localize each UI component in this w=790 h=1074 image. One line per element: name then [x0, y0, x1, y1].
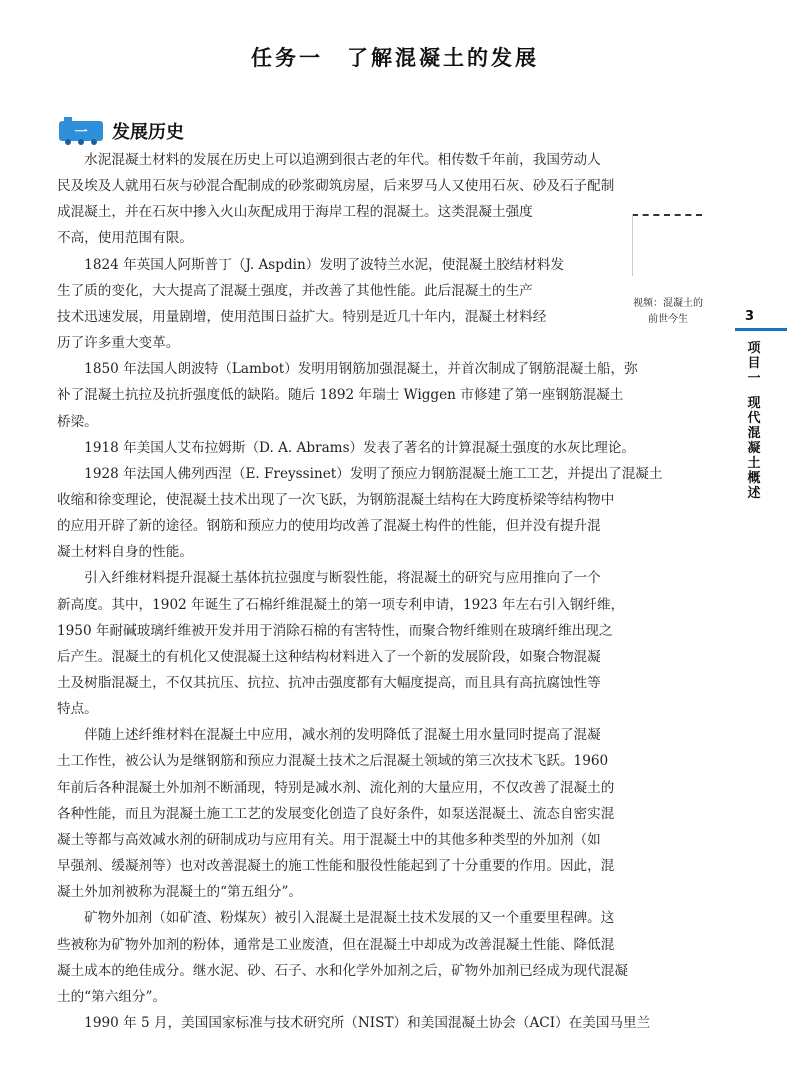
text-line: 引入纤维材料提升混凝土基体抗拉强度与断裂性能，将混凝土的研究与应用推向了一个	[57, 570, 601, 587]
text-line: 收缩和徐变理论，使混凝土技术出现了一次飞跃，为钢筋混凝土结构在大跨度桥梁等结构物中	[57, 491, 615, 508]
text-line: 成混凝土，并在石灰中掺入火山灰配成用于海岸工程的混凝土。这类混凝土强度	[57, 204, 533, 221]
qr-side-border	[632, 214, 633, 276]
text-line: 1918 年美国人艾布拉姆斯（D. A. Abrams）发表了著名的计算混凝土强度的水灰比理论。	[57, 439, 636, 456]
text-line: 各种性能，而且为混凝土施工工艺的发展变化创造了良好条件，如泵送混凝土、流态自密实混	[57, 805, 615, 822]
side-tab-char: 项	[747, 341, 761, 356]
side-tab-char: 述	[747, 486, 761, 501]
text-line: 新高度。其中，1902 年诞生了石棉纤维混凝土的第一项专利申请，1923 年左右引入钢纤维，	[57, 596, 625, 613]
text-line: 凝土外加剂被称为混凝土的“第五组分”。	[57, 884, 302, 901]
text-line: 1950 年耐碱玻璃纤维被开发并用于消除石棉的有害特性，而聚合物纤维则在玻璃纤维出现之	[57, 622, 613, 639]
text-line: 凝土等都与高效减水剂的研制成功与应用有关。用于混凝土中的其他多种类型的外加剂（如	[57, 831, 601, 848]
text-line: 些被称为矿物外加剂的粉体，通常是工业废渣，但在混凝土中却成为改善混凝土性能、降低混	[57, 936, 615, 953]
text-line: 1824 年英国人阿斯普丁（J. Aspdin）发明了波特兰水泥，使混凝土胶结材料发	[57, 256, 565, 273]
video-caption-line2: 前世今生	[648, 314, 688, 325]
side-tab-char: 现	[747, 396, 761, 411]
side-tab-char: 代	[747, 411, 761, 426]
side-tab-char: 目	[747, 356, 761, 371]
text-line: 技术迅速发展，用量剧增，使用范围日益扩大。特别是近几十年内，混凝土材料经	[57, 308, 547, 325]
side-tab-char: 概	[747, 471, 761, 486]
text-line: 1928 年法国人佛列西涅（E. Freyssinet）发明了预应力钢筋混凝土施工工艺，并提出了混凝土	[57, 465, 663, 482]
section-number: 一	[74, 125, 88, 140]
side-tab-char: 混	[747, 426, 761, 441]
video-caption	[628, 296, 708, 328]
side-tab-char: 凝	[747, 441, 761, 456]
qr-dashed-border	[632, 214, 702, 216]
page-title: 任务一 了解混凝土的发展	[251, 46, 539, 70]
side-tab-char: 土	[747, 456, 761, 471]
text-line: 不高，使用范围有限。	[57, 230, 193, 247]
text-line: 土工作性，被公认为是继钢筋和预应力混凝土技术之后混凝土领域的第三次技术飞跃。1960	[57, 753, 609, 770]
text-line: 特点。	[57, 701, 98, 718]
section-label: 发展历史	[112, 122, 184, 143]
text-line: 历了许多重大变革。	[57, 335, 180, 352]
text-line: 补了混凝土抗拉及抗折强度低的缺陷。随后 1892 年瑞士 Wiggen 市修建了第一座钢筋混凝土	[57, 387, 624, 404]
text-line: 年前后各种混凝土外加剂不断涌现，特别是减水剂、流化剂的大量应用，不仅改善了混凝土的	[57, 779, 615, 796]
text-line: 矿物外加剂（如矿渣、粉煤灰）被引入混凝土是混凝土技术发展的又一个重要里程碑。这	[57, 910, 615, 927]
text-line: 早强剂、缓凝剂等）也对改善混凝土的施工性能和服役性能起到了十分重要的作用。因此，混	[57, 858, 615, 875]
video-caption-line1: 视频：混凝土的	[633, 298, 703, 309]
page-number-rule	[735, 328, 787, 331]
text-line: 生了质的变化，大大提高了混凝土强度，并改善了其他性能。此后混凝土的生产	[57, 282, 533, 299]
text-line: 的应用开辟了新的途径。钢筋和预应力的使用均改善了混凝土构件的性能，但并没有提升混	[57, 518, 601, 535]
text-line: 凝土成本的绝佳成分。继水泥、砂、石子、水和化学外加剂之后，矿物外加剂已经成为现代混凝	[57, 962, 628, 979]
text-line: 凝土材料自身的性能。	[57, 544, 193, 561]
video-qr-placeholder[interactable]	[632, 210, 703, 325]
text-line: 土及树脂混凝土，不仅其抗压、抗拉、抗冲击强度都有大幅度提高，而且具有高抗腐蚀性等	[57, 675, 601, 691]
text-line: 1850 年法国人朗波特（Lambot）发明用钢筋加强混凝土，并首次制成了钢筋混凝土船，弥	[57, 361, 638, 378]
side-tab-char: 一	[747, 371, 761, 386]
text-line: 水泥混凝土材料的发展在历史上可以追溯到很古老的年代。相传数千年前，我国劳动人	[57, 152, 601, 168]
text-line: 伴随上述纤维材料在混凝土中应用，减水剂的发明降低了混凝土用水量同时提高了混凝	[57, 727, 601, 744]
text-line: 桥梁。	[57, 413, 98, 430]
page-number: 3	[745, 309, 755, 324]
text-line: 1990 年 5 月，美国国家标准与技术研究所（NIST）和美国混凝土协会（ACI）在美国马里兰	[57, 1014, 651, 1031]
train-badge-icon	[56, 115, 106, 145]
project-side-tab	[745, 341, 763, 501]
text-line: 民及埃及人就用石灰与砂混合配制成的砂浆砌筑房屋，后来罗马人又使用石灰、砂及石子配制	[57, 178, 615, 195]
text-line: 后产生。混凝土的有机化又使混凝土这种结构材料进入了一个新的发展阶段，如聚合物混凝	[57, 648, 601, 665]
side-tab-char	[745, 386, 763, 396]
text-line: 土的“第六组分”。	[57, 988, 167, 1005]
